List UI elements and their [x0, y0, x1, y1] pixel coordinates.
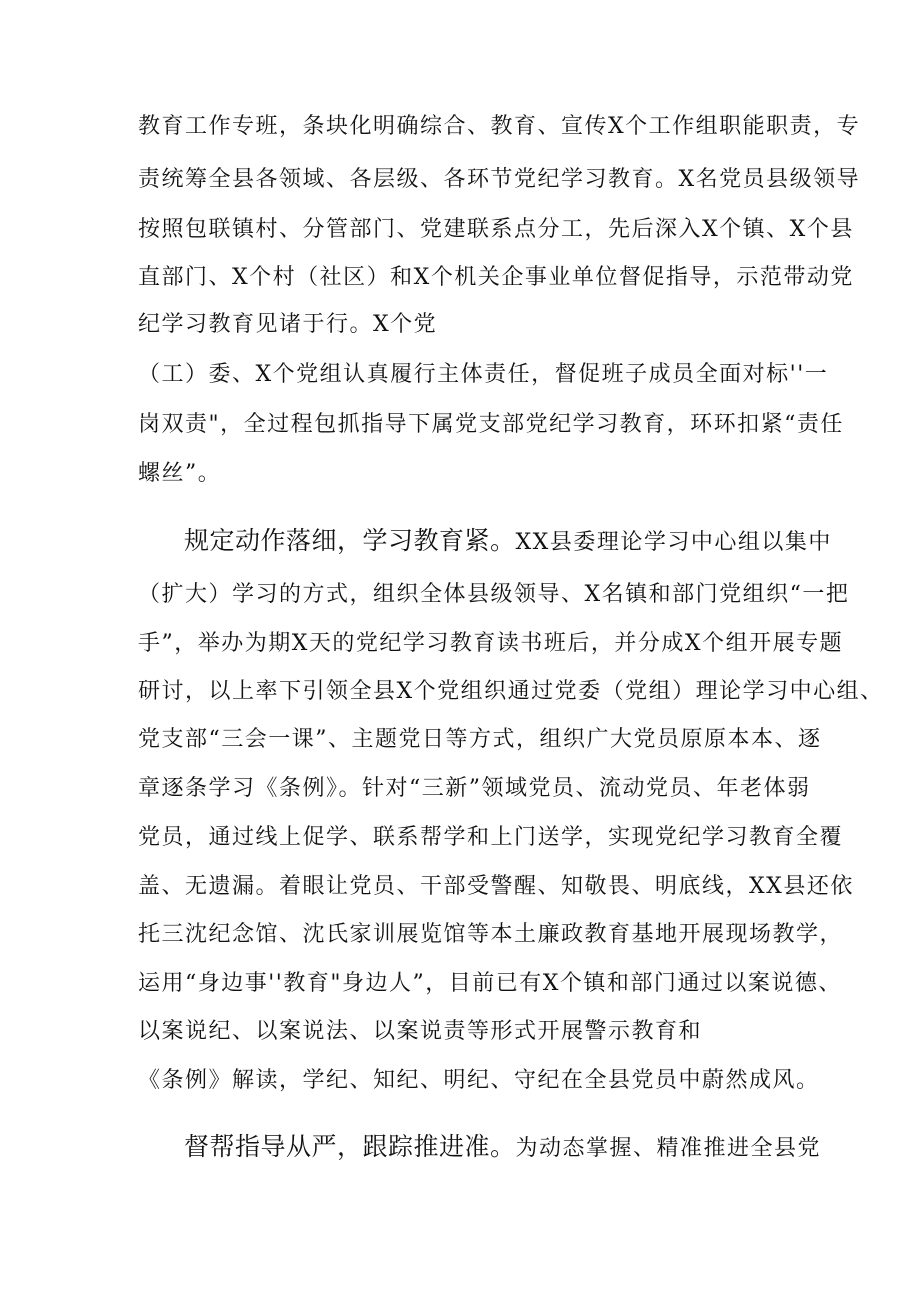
paragraph-2-line-1: [184, 526, 832, 558]
paragraph-1-line-7: 岗双责"，全过程包抓指导下属党支部党纪学习教育，环环扣紧“责任: [138, 412, 844, 437]
paragraph-1-line-3: 按照包联镇村、分管部门、党建联系点分工，先后深入X个镇、X个县: [138, 217, 854, 242]
paragraph-2-line-1-text: XX县委理论学习中心组以集中: [515, 530, 832, 555]
paragraph-2-line-8: 盖、无遗漏。着眼让党员、干部受警醒、知敬畏、明底线，XX县还依: [138, 874, 854, 899]
paragraph-2-line-3: 手”，举办为期X天的党纪学习教育读书班后，并分成X个组开展专题: [138, 631, 844, 656]
paragraph-3-line-1: [184, 1132, 821, 1164]
paragraph-2-line-5: 党支部“三会一课”、主题党日等方式，组织广大党员原原本本、逐: [138, 727, 822, 752]
paragraph-1-line-8: 螺丝”。: [138, 461, 222, 486]
paragraph-2-line-4: 研讨，以上率下引领全县X个党组织通过党委（党组）理论学习中心组、: [138, 679, 884, 704]
paragraph-1-line-2: 责统筹全县各领域、各层级、各环节党纪学习教育。X名党员县级领导: [138, 167, 861, 192]
paragraph-2-line-6: 章逐条学习《条例》。针对“三新”领域党员、流动党员、年老体弱: [138, 776, 811, 801]
paragraph-3-line-1-text: 为动态掌握、精准推进全县党: [515, 1136, 822, 1161]
paragraph-1-line-6: （工）委、X个党组认真履行主体责任，督促班子成员全面对标''一: [138, 362, 829, 387]
paragraph-2-line-9: 托三沈纪念馆、沈氏家训展览馆等本土廉政教育基地开展现场教学，: [138, 922, 844, 947]
paragraph-2-line-7: 党员，通过线上促学、联系帮学和上门送学，实现党纪学习教育全覆: [138, 825, 844, 850]
paragraph-1-line-5: 纪学习教育见诸于行。X个党: [138, 312, 438, 337]
paragraph-2-line-10: 运用“身边事''教育"身边人”，目前已有X个镇和部门通过以案说德、: [138, 971, 842, 996]
paragraph-1-line-1: 教育工作专班，条块化明确综合、教育、宣传X个工作组职能职责，专: [138, 114, 861, 139]
paragraph-2-line-11: 以案说纪、以案说法、以案说责等形式开展警示教育和: [138, 1019, 703, 1044]
paragraph-2-heading: 规定动作落细，学习教育紧。: [184, 526, 516, 555]
paragraph-2-line-2: （扩大）学习的方式，组织全体县级领导、X名镇和部门党组织“一把: [138, 582, 850, 607]
paragraph-1-line-4: 直部门、X个村（社区）和X个机关企事业单位督促指导，示范带动党: [138, 265, 854, 290]
paragraph-2-line-12: 《条例》解读，学纪、知纪、明纪、守纪在全县党员中蔚然成风。: [138, 1068, 820, 1093]
paragraph-3-heading: 督帮指导从严，跟踪推进准。: [184, 1132, 516, 1161]
